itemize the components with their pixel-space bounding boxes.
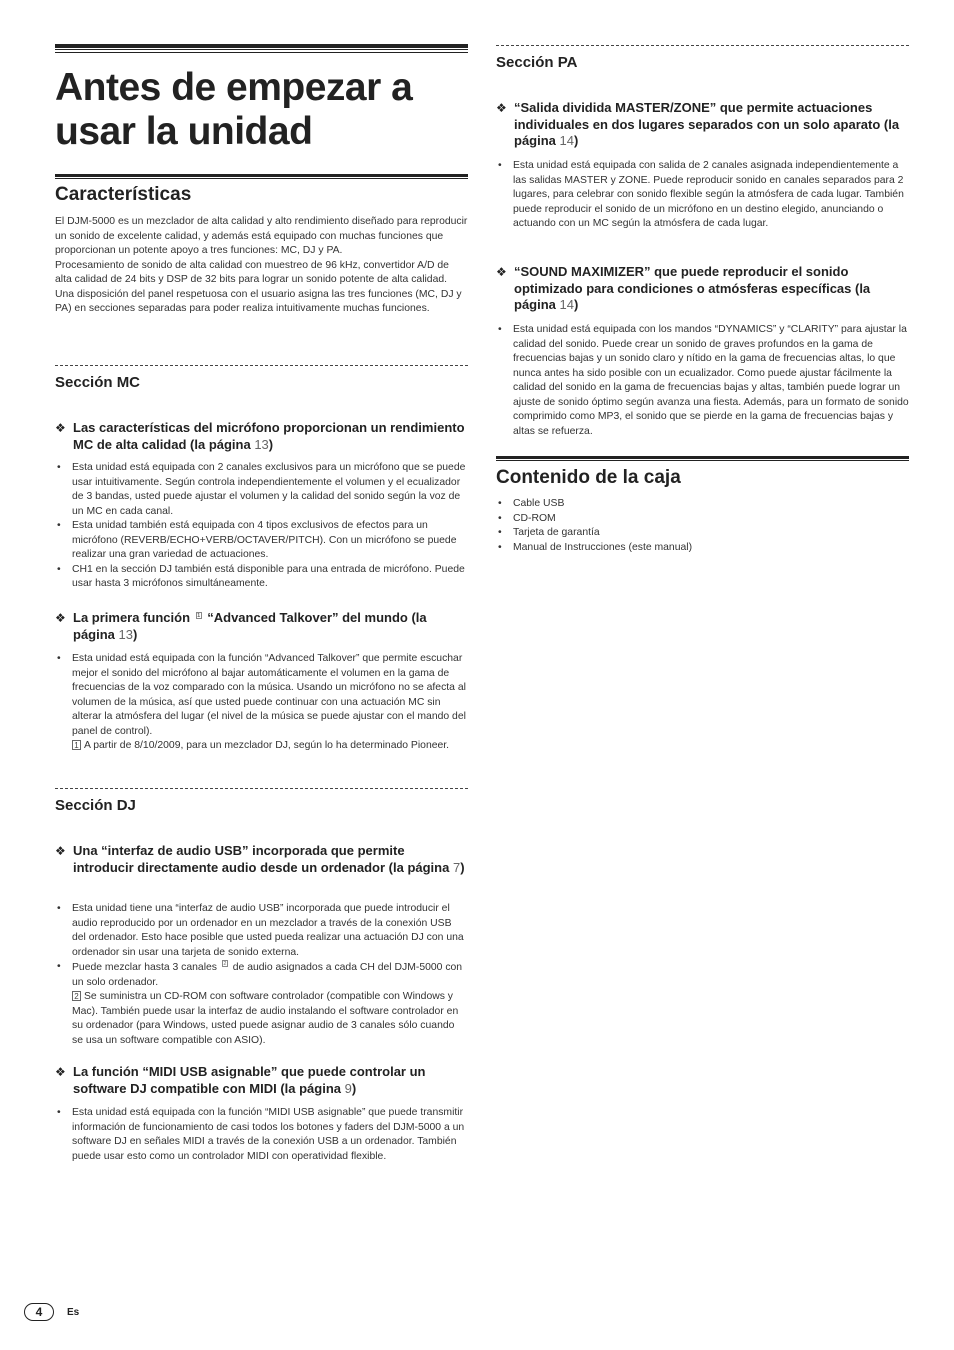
subsection-title-pa: Sección PA — [496, 54, 578, 71]
bullet-list-dj-2 — [55, 1106, 468, 1164]
footnote: 1 A partir de 8/10/2009, para un mezclador DJ, según lo ha determinado Pioneer. — [72, 739, 468, 754]
subsection-title-mc: Sección MC — [55, 374, 141, 391]
feature-heading-mc-2: ❖ La primera función 1 “Advanced Talkover” del mundo (la página 13) — [55, 610, 427, 642]
feature-heading-mc-1: ❖ Las características del micrófono proporcionan un rendimiento MC de alta calidad (la página 13) — [55, 420, 465, 452]
footnote-number: 1 — [72, 740, 81, 750]
diamond-bullet-icon: ❖ — [55, 844, 66, 858]
footnote-marker: 1 — [197, 613, 201, 619]
subsection-title-dj: Sección DJ — [55, 797, 136, 814]
diamond-bullet-icon: ❖ — [55, 421, 66, 435]
section-rule-contenido — [496, 456, 909, 461]
dashed-divider — [55, 788, 468, 789]
bullet-list-pa-1 — [496, 159, 909, 232]
page-ref[interactable]: 14 — [559, 133, 574, 148]
list-item: • Puede mezclar hasta 3 canales 2 de audio asignados a cada CH del DJM-5000 con un solo ordenador. 2 Se suministra un CD-ROM con software controlador (compatible con Windows y Mac). También puede usar la interfaz de audio instalando el software controlador en su ordenador (para Windows, usted puede asignar audio de 3 canales sólo cuando se usa un software compatible con ASIO). — [55, 960, 468, 1048]
list-item: • Esta unidad tiene una “interfaz de audio USB” incorporada que puede introducir el audio reproducido por un ordenador en un mezclador a través de la conexión USB del ordenador. Esto hace posible que usted pueda realizar una actuación DJ con una ordenador sin usar una tarjeta de sonido externa. — [57, 903, 464, 958]
bullet-list-dj-1 — [55, 902, 468, 1048]
diamond-bullet-icon: ❖ — [496, 101, 507, 115]
feature-heading-dj-1: ❖ Una “interfaz de audio USB” incorporada que permite introducir directamente audio desde un ordenador (la página 7) — [55, 843, 465, 875]
list-item: • CD-ROM — [498, 512, 556, 524]
caracteristicas-paragraph: Procesamiento de sonido de alta calidad con muestreo de 96 kHz, convertidor A/D de alta calidad de 24 bits y DSP de 32 bits para lograr un sonido potente de alta calidad. — [55, 259, 449, 285]
page-title — [55, 66, 468, 154]
list-item: • CH1 en la sección DJ también está disponible para una entrada de micrófono. Puede usar hasta 3 micrófonos simultáneamente. — [57, 563, 465, 589]
section-title-contenido: Contenido de la caja — [496, 467, 681, 488]
list-item: • Esta unidad está equipada con la función “Advanced Talkover” que permite escuchar mejor el sonido del micrófono al bajar automáticamente el volumen en la gama de frecuencias de la voz comparado con la música. Usando un micrófono no se afecta al volumen de la música, así que usted puede continuar con una actuación MC sin alterar la atmósfera del lugar (el nivel de la música se puede ajustar con el mando del panel de control). 1 A partir de 8/10/2009, para un mezclador DJ, según lo ha determinado Pioneer. — [55, 652, 468, 754]
list-item: • Manual de Instrucciones (este manual) — [498, 541, 693, 553]
dashed-divider — [55, 365, 468, 366]
page-ref[interactable]: 7 — [452, 859, 461, 875]
list-item: • Cable USB — [498, 498, 565, 509]
page-number-badge: 4 — [24, 1303, 54, 1321]
list-item: • Esta unidad está equipada con la función “MIDI USB asignable” que puede transmitir información de funcionamiento de casi todos los botones y faders del DJM-5000 a un software DJ en señales MIDI a través de la conexión USB a un ordenador. También puede usar esto como un controlador MIDI con operatividad flexible. — [57, 1107, 465, 1162]
bullet-list-pa-2 — [496, 323, 909, 439]
list-item: • Esta unidad está equipada con los mandos “DYNAMICS” y “CLARITY” para ajustar la calidad del sonido. Puede crear un sonido de graves profundos en la gama de frecuencias bajas y un sonido claro y nítido en la gama de frecuencias altas, lo que nunca antes ha sido posible con un ecualizador. Como puede ajustar fácilmente la calidad del sonido en la gama de frecuencias bajas y altas, también puede lograr un ajuste de sonido óptimo según avanza una fiesta. Además, para un formato de sonido comprimido como MP3, el sonido que se pierde en la gama de frecuencias bajas y altas se refuerza. — [498, 324, 909, 437]
page-title-line-2: usar la unidad — [55, 110, 313, 153]
feature-heading-pa-2: ❖ “SOUND MAXIMIZER” que puede reproducir el sonido optimizado para condiciones o atmósferas específicas (la página 14) — [496, 264, 871, 312]
page-title-line-1: Antes de empezar a — [55, 66, 413, 109]
section-title-caracteristicas: Características — [55, 184, 192, 205]
title-rule — [55, 44, 468, 53]
dashed-divider — [496, 45, 909, 46]
feature-heading-pa-1: ❖ “Salida dividida MASTER/ZONE” que permite actuaciones individuales en dos lugares separados con un solo aparato (la página 14) — [496, 100, 900, 148]
feature-heading-dj-2: ❖ La función “MIDI USB asignable” que puede controlar un software DJ compatible con MIDI (la página 9) — [55, 1064, 426, 1096]
list-item: • Esta unidad está equipada con salida de 2 canales asignada independientemente a las salidas MASTER y ZONE. Puede reproducir sonido en canales separados para 2 lugares, para celebrar con sonido flexible según la atmósfera de cada lugar. También puede reproducir el sonido de un micrófono en un destino elegido, anunciando o actuando con un MC según la atmósfera de cada lugar. — [498, 160, 904, 229]
page-ref[interactable]: 13 — [118, 626, 133, 642]
diamond-bullet-icon: ❖ — [55, 611, 66, 625]
page-ref[interactable]: 13 — [254, 436, 269, 452]
footnote-marker: 2 — [223, 961, 227, 967]
list-item: • Esta unidad también está equipada con 4 tipos exclusivos de efectos para un micrófono (REVERB/ECHO+VERB/OCTAVER/PITCH). Con un micrófono se puede realizar una gran variedad de actuaciones. — [57, 520, 457, 560]
caracteristicas-body — [55, 215, 468, 317]
diamond-bullet-icon: ❖ — [55, 1065, 66, 1079]
contents-list — [496, 497, 909, 555]
section-rule-caracteristicas — [55, 174, 468, 179]
caracteristicas-paragraph: El DJM-5000 es un mezclador de alta calidad y alto rendimiento diseñado para reproducir un sonido de excelente calidad, y además está equipado con muchas funciones que proporcionan un potente apoyo a tres funciones: MC, DJ y PA. — [55, 216, 468, 256]
diamond-bullet-icon: ❖ — [496, 265, 507, 279]
footnote: 2 Se suministra un CD-ROM con software controlador (compatible con Windows y Mac). También puede usar la interfaz de audio instalando el software controlador en su ordenador (para Windows, usted puede asignar audio de 3 canales sólo cuando se usa un software compatible con ASIO). — [72, 991, 459, 1046]
footnote-number: 2 — [72, 991, 81, 1001]
page-ref[interactable]: 9 — [344, 1080, 352, 1096]
list-item: • Tarjeta de garantía — [498, 527, 600, 538]
list-item: • Esta unidad está equipada con 2 canales exclusivos para un micrófono que se puede usar intuitivamente. Según controla independientemente el volumen y el ecualizador de 3 bandas, usted puede ajustar el volumen y la calidad del sonido según la voz de un MC en cada canal. — [57, 462, 466, 517]
bullet-list-mc-2 — [55, 652, 468, 754]
bullet-list-mc-1 — [55, 461, 468, 592]
language-code: Es — [67, 1307, 80, 1318]
caracteristicas-paragraph: Una disposición del panel respetuosa con el usuario asigna las tres funciones (MC, DJ y PA) en secciones separadas para poder realiza intuitivamente muchas funciones. — [55, 288, 462, 314]
page-ref[interactable]: 14 — [559, 297, 574, 312]
